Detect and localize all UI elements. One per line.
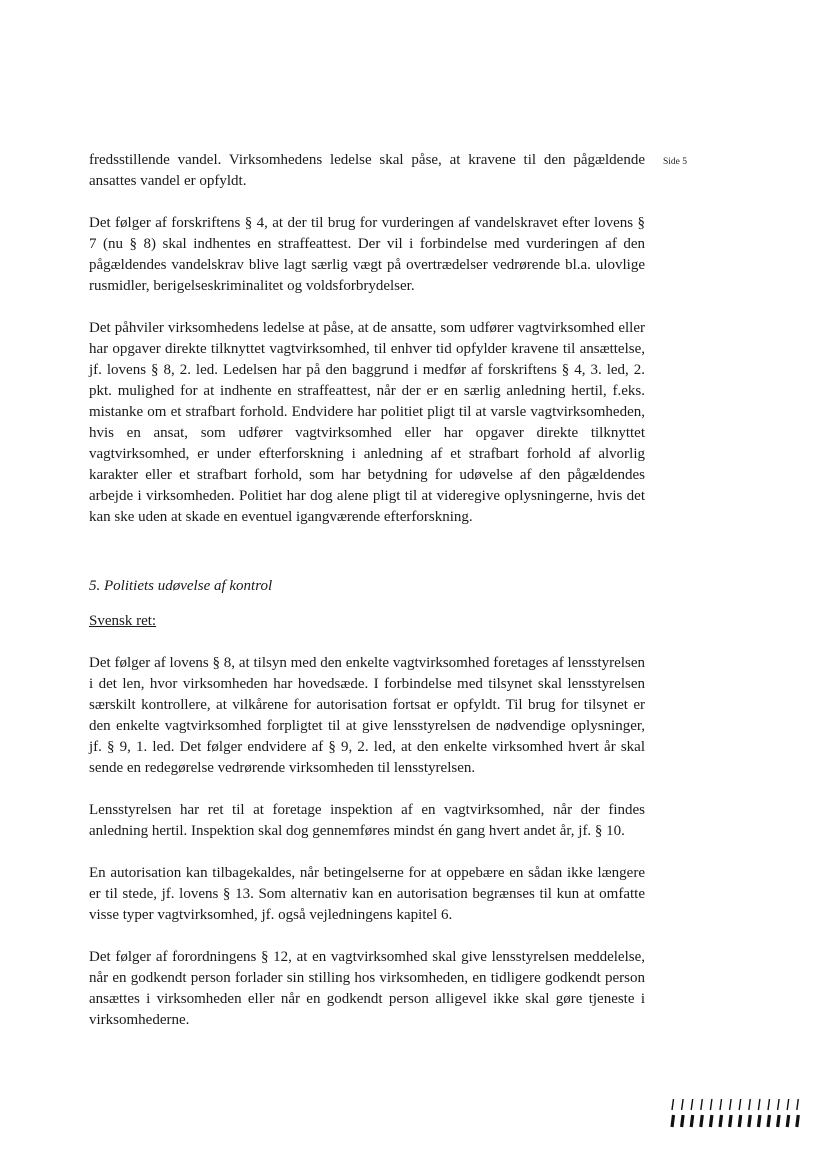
paragraph: Det følger af forskriftens § 4, at der til brug for vurderingen af vandelskravet efter lovens § 7 (nu § 8) skal indhentes en straffeattest. Der vil i forbindelse med vurderingen af den pågældendes vandelskrav blive lagt særlig vægt på overtrædelser vedrørende bl.a. ulovlige rusmidler, berigelseskriminalitet og voldsforbrydelser. [89,215,645,294]
page-number: Side 5 [663,157,688,167]
subheading: Svensk ret: [89,613,157,629]
document-body [89,150,645,1031]
paragraph: Det påhviler virksomhedens ledelse at påse, at de ansatte, som udfører vagtvirksomhed eller har opgaver direkte tilknyttet vagtvirksomhed, til enhver tid opfylder kravene til ansættelse, jf. lovens § 8, 2. led. Ledelsen har på den baggrund i medfør af forskriftens § 4, 3. led, 2. pkt. mulighed for at indhente en straffeattest, når der er en særlig anledning hertil, f.eks. mistanke om et strafbart forhold. Endvidere har politiet pligt til at varsle vagtvirksomheden, hvis en ansat, som udfører vagtvirksomhed eller har opgaver direkte tilknyttet vagtvirksomhed, er under efterforskning i anledning af et strafbart forhold af alvorlig karakter eller et strafbart forhold, som har betydning for udøvelse af den pågældendes arbejde i virksomheden. Politiet har dog alene pligt til at videregive oplysningerne, hvis det kan ske uden at skade en eventuel igangværende efterforskning. [89,320,645,525]
paragraph: En autorisation kan tilbagekaldes, når betingelserne for at oppebære en sådan ikke længere er til stede, jf. lovens § 13. Som alternativ kan en autorisation begrænses til kun at omfatte visse typer vagtvirksomhed, jf. også vejledningens kapitel 6. [89,865,645,923]
barcode-icon [669,1098,805,1128]
paragraph: Lensstyrelsen har ret til at foretage inspektion af en vagtvirksomhed, når der findes anledning hertil. Inspektion skal dog gennemføres mindst én gang hvert andet år, jf. § 10. [89,802,645,839]
paragraph: fredsstillende vandel. Virksomhedens ledelse skal påse, at kravene til den pågældende ansattes vandel er opfyldt. [89,152,645,189]
section-heading: 5. Politiets udøvelse af kontrol [89,578,273,594]
paragraph: Det følger af forordningens § 12, at en vagtvirksomhed skal give lensstyrelsen meddelelse, når en godkendt person forlader sin stilling hos virksomheden, en tidligere godkendt person ansættes i virksomheden eller når en godkendt person alligevel ikke skal gøre tjeneste i virksomhederne. [89,949,645,1028]
paragraph: Det følger af lovens § 8, at tilsyn med den enkelte vagtvirksomhed foretages af lensstyrelsen i det len, hvor virksomheden har hovedsæde. I forbindelse med tilsynet skal lensstyrelsen særskilt kontrollere, at vilkårene for autorisation fortsat er opfyldt. Til brug for tilsynet er den enkelte vagtvirksomhed forpligtet til at give lensstyrelsen de nødvendige oplysninger, jf. § 9, 1. led. Det følger endvidere af § 9, 2. led, at den enkelte virksomhed hvert år skal sende en redegørelse vedrørende virksomheden til lensstyrelsen. [89,655,645,776]
